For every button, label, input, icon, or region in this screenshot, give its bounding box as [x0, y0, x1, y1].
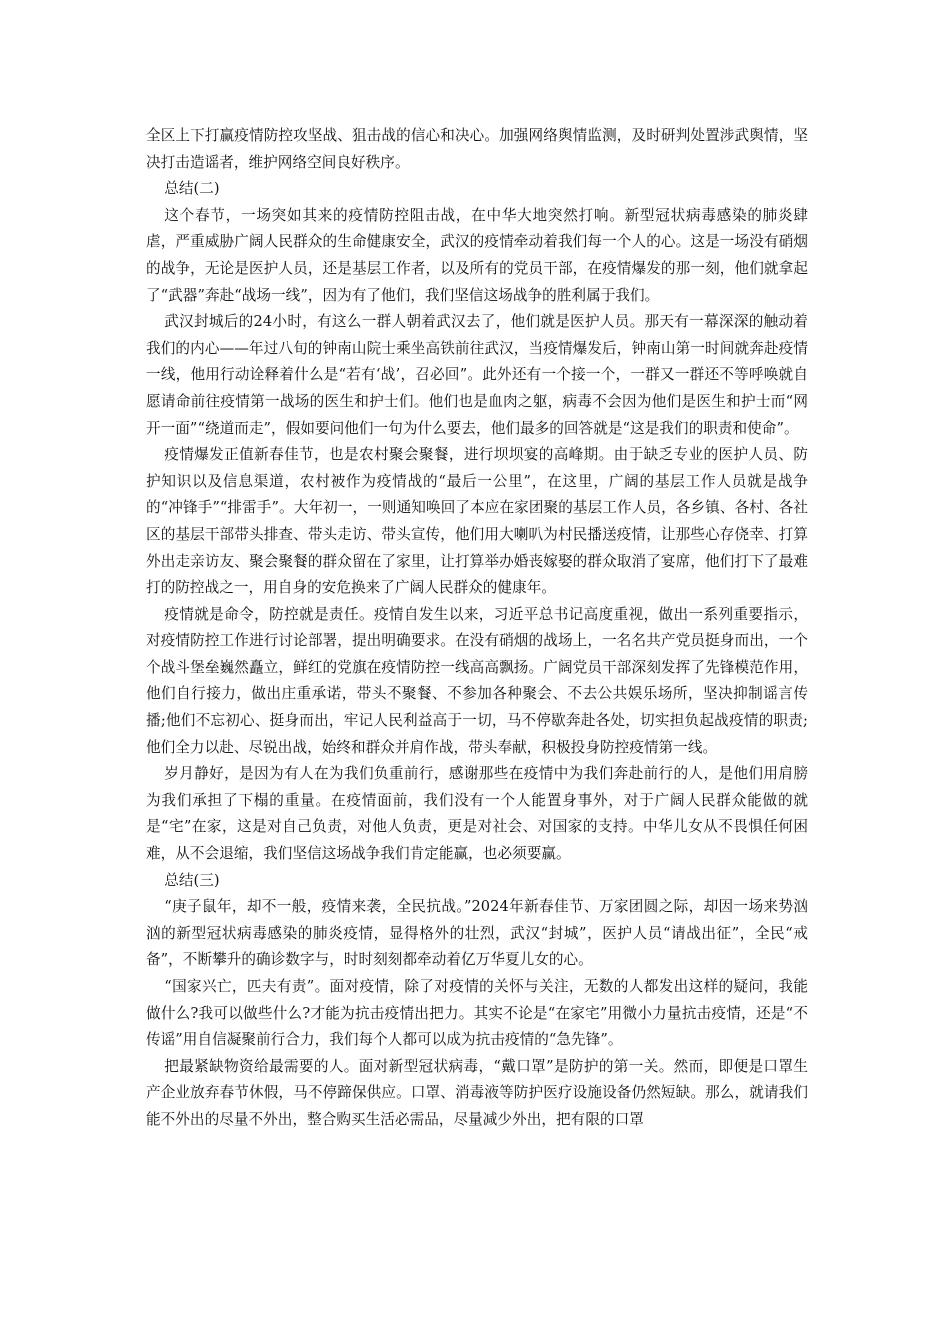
paragraph-stay-home: 岁月静好，是因为有人在为我们负重前行，感谢那些在疫情中为我们奔赴前行的人，是他们用肩膀为我们承担了下榻的重量。在疫情面前，我们没有一个人能置身事外，对于广阔人民群众能做的就是“宅”在家，这是对自己负责，对他人负责，更是对社会、对国家的支持。中华儿女从不畏惧任何困难，从不会退缩，我们坚信这场战争我们肯定能赢，也必须要赢。 — [146, 765, 808, 863]
paragraph-medical-staff: 武汉封城后的24小时，有这么一群人朝着武汉去了，他们就是医护人员。那天有一幕深深的触动着我们的内心——年过八旬的钟南山院士乘坐高铁前往武汉，当疫情爆发后，钟南山第一时间就奔赴疫情一线，他用行动诠释着什么是“若有‘战’，召必回”。此外还有一个接一个，一群又一群还不等呼唤就自愿请命前往疫情第一战场的医生和护士们。他们也是血肉之躯，病毒不会因为他们是医生和护士而“网开一面”“绕道而走”，假如要问他们一句为什么要去，他们最多的回答就是“这是我们的职责和使命”。 — [146, 313, 808, 437]
paragraph-spring-festival: 这个春节，一场突如其来的疫情防控阻击战，在中华大地突然打响。新型冠状病毒感染的肺炎肆虐，严重威胁广阔人民群众的生命健康安全，武汉的疫情牵动着我们每一个人的心。这是一场没有硝烟的战争，无论是医护人员，还是基层工作者，以及所有的党员干部，在疫情爆发的那一刻，他们就拿起了“武器”奔赴“战场一线”，因为有了他们，我们坚信这场战争的胜利属于我们。 — [146, 206, 808, 304]
section-heading-summary-2: 总结(二) — [164, 180, 220, 198]
paragraph-party-members: 疫情就是命令，防控就是责任。疫情自发生以来，习近平总书记高度重视，做出一系列重要指示，对疫情防控工作进行讨论部署，提出明确要求。在没有硝烟的战场上，一名名共产党员挺身而出，一个个战斗堡垒巍然矗立，鲜红的党旗在疫情防控一线高高飘扬。广阔党员干部深刻发挥了先锋模范作用，他们自行接力，做出庄重承诺，带头不聚餐、不参加各种聚会、不去公共娱乐场所，坚决抑制谣言传播;他们不忘初心、挺身而出，牢记人民利益高于一切，马不停歇奔赴各处，切实担负起战疫情的职责;他们全力以赴、尽锐出战，始终和群众并肩作战，带头奉献，积极投身防控疫情第一线。 — [146, 605, 808, 756]
paragraph-continuation: 全区上下打赢疫情防控攻坚战、狙击战的信心和决心。加强网络舆情监测，及时研判处置涉武舆情，坚决打击造谣者，维护网络空间良好秩序。 — [146, 127, 808, 171]
paragraph-national-duty: “国家兴亡，匹夫有责”。面对疫情，除了对疫情的关怀与关注，无数的人都发出这样的疑问，我能做什么?我可以做些什么?才能为抗击疫情出把力。其实不论是“在家宅”用微小力量抗击疫情，还是“不传谣”用自信凝聚前行合力，我们每个人都可以成为抗击疫情的“急先锋”。 — [146, 978, 808, 1049]
document-page — [146, 123, 808, 1134]
section-heading-summary-3: 总结(三) — [164, 871, 220, 889]
paragraph-masks: 把最紧缺物资给最需要的人。面对新型冠状病毒，“戴口罩”是防护的第一关。然而，即便是口罩生产企业放弃春节休假，马不停蹄保供应。口罩、消毒液等防护医疗设施设备仍然短缺。那么，就请我们能不外出的尽量不外出，整合购买生活必需品，尽量减少外出，把有限的口罩 — [146, 1057, 808, 1128]
paragraph-year-of-rat: “庚子鼠年，却不一般，疫情来袭，全民抗战。”2024年新春佳节、万家团圆之际，却因一场来势汹汹的新型冠状病毒感染的肺炎疫情，显得格外的壮烈，武汉“封城”，医护人员“请战出征”，全民“戒备”，不断攀升的确诊数字与，时时刻刻都牵动着亿万华夏儿女的心。 — [146, 898, 808, 969]
paragraph-grassroots-workers: 疫情爆发正值新春佳节，也是农村聚会聚餐，进行坝坝宴的高峰期。由于缺乏专业的医护人员、防护知识以及信息渠道，农村被作为疫情战的“最后一公里”，在这里，广阔的基层工作人员就是战争的“冲锋手”“排雷手”。大年初一，一则通知唤回了本应在家团聚的基层工作人员，各乡镇、各村、各社区的基层干部带头排查、带头走访、带头宣传，他们用大喇叭为村民播送疫情，让那些心存侥幸、打算外出走亲访友、聚会聚餐的群众留在了家里，让打算举办婚丧嫁娶的群众取消了宴席，他们打下了最难打的防控战之一，用自身的安危换来了广阔人民群众的健康年。 — [146, 446, 808, 597]
